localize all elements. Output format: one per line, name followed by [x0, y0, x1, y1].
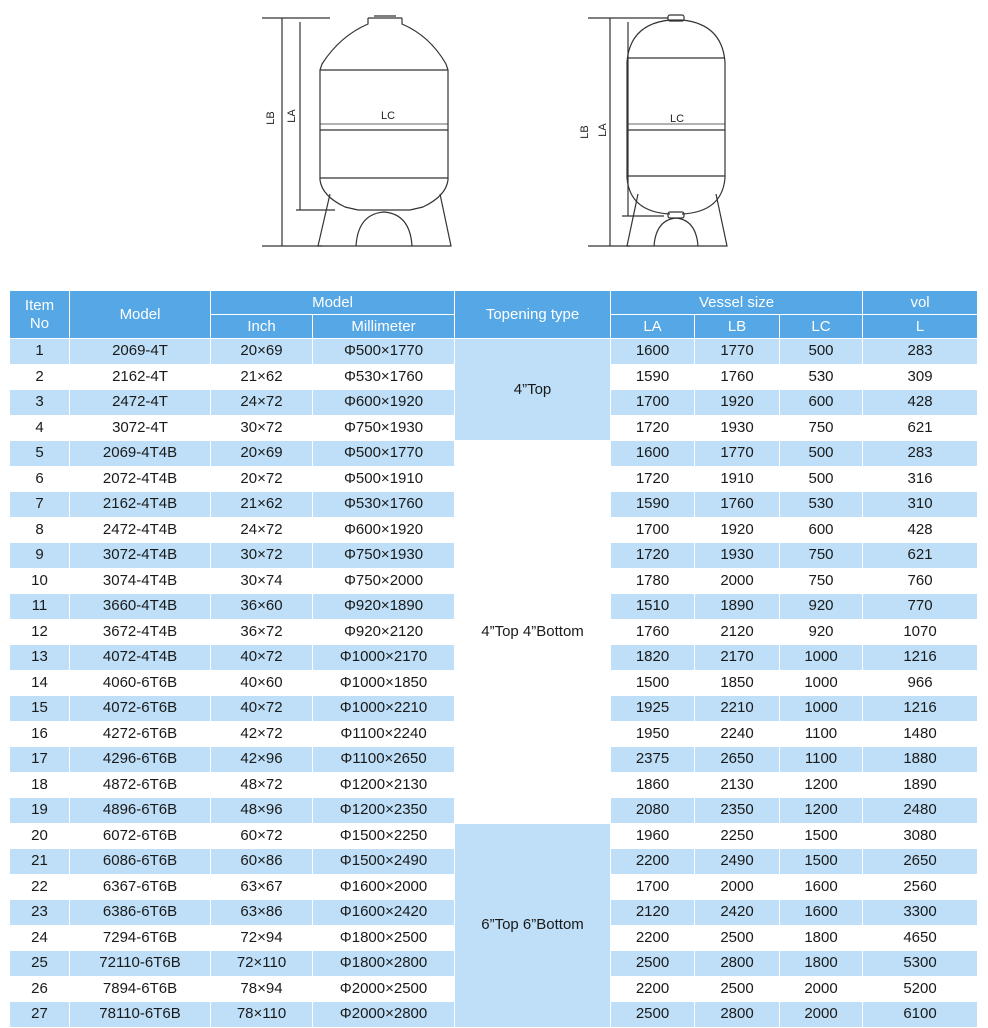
cell-no: 20 — [10, 823, 70, 849]
header-model-group: Model — [211, 291, 455, 315]
cell-model: 3672-4T4B — [70, 619, 211, 645]
cell-la: 2120 — [611, 900, 695, 926]
cell-vol: 621 — [863, 543, 978, 569]
cell-model: 72110-6T6B — [70, 951, 211, 977]
cell-inch: 30×72 — [211, 415, 313, 441]
cell-vol: 310 — [863, 492, 978, 518]
cell-no: 7 — [10, 492, 70, 518]
cell-la: 2080 — [611, 798, 695, 824]
cell-lc: 1100 — [780, 747, 863, 773]
cell-lb: 2000 — [695, 874, 780, 900]
vessel-diagrams — [0, 0, 988, 270]
cell-opening-type: 4”Top — [455, 339, 611, 441]
cell-no: 25 — [10, 951, 70, 977]
cell-inch: 20×72 — [211, 466, 313, 492]
cell-inch: 40×72 — [211, 696, 313, 722]
cell-lc: 920 — [780, 594, 863, 620]
cell-lb: 2120 — [695, 619, 780, 645]
cell-mm: Φ500×1770 — [313, 339, 455, 365]
cell-lc: 1500 — [780, 849, 863, 875]
cell-la: 1860 — [611, 772, 695, 798]
cell-mm: Φ750×2000 — [313, 568, 455, 594]
cell-model: 78110-6T6B — [70, 1002, 211, 1028]
cell-mm: Φ600×1920 — [313, 517, 455, 543]
cell-lb: 1920 — [695, 517, 780, 543]
cell-no: 10 — [10, 568, 70, 594]
left-lb-label: LB — [265, 111, 277, 125]
cell-lc: 750 — [780, 543, 863, 569]
cell-vol: 3300 — [863, 900, 978, 926]
cell-la: 1590 — [611, 364, 695, 390]
cell-lc: 2000 — [780, 1002, 863, 1028]
cell-model: 6386-6T6B — [70, 900, 211, 926]
cell-mm: Φ500×1910 — [313, 466, 455, 492]
cell-model: 2472-4T — [70, 390, 211, 416]
cell-inch: 21×62 — [211, 364, 313, 390]
cell-no: 21 — [10, 849, 70, 875]
cell-lb: 2500 — [695, 976, 780, 1002]
cell-lb: 2000 — [695, 568, 780, 594]
cell-la: 1720 — [611, 543, 695, 569]
cell-mm: Φ1100×2240 — [313, 721, 455, 747]
cell-model: 3074-4T4B — [70, 568, 211, 594]
cell-lc: 750 — [780, 415, 863, 441]
cell-no: 24 — [10, 925, 70, 951]
cell-la: 1700 — [611, 390, 695, 416]
cell-vol: 428 — [863, 517, 978, 543]
cell-vol: 1216 — [863, 645, 978, 671]
cell-model: 4872-6T6B — [70, 772, 211, 798]
cell-lb: 2210 — [695, 696, 780, 722]
table-row — [10, 441, 978, 467]
header-la: LA — [611, 315, 695, 339]
cell-lb: 2490 — [695, 849, 780, 875]
cell-no: 12 — [10, 619, 70, 645]
cell-la: 1950 — [611, 721, 695, 747]
cell-model: 2162-4T — [70, 364, 211, 390]
cell-no: 11 — [10, 594, 70, 620]
cell-mm: Φ530×1760 — [313, 364, 455, 390]
cell-model: 3660-4T4B — [70, 594, 211, 620]
header-model: Model — [70, 291, 211, 339]
cell-inch: 40×72 — [211, 645, 313, 671]
cell-lc: 600 — [780, 390, 863, 416]
cell-inch: 60×72 — [211, 823, 313, 849]
cell-inch: 72×110 — [211, 951, 313, 977]
cell-lc: 1000 — [780, 696, 863, 722]
cell-lb: 1850 — [695, 670, 780, 696]
cell-la: 1700 — [611, 517, 695, 543]
cell-mm: Φ1800×2500 — [313, 925, 455, 951]
cell-vol: 621 — [863, 415, 978, 441]
cell-vol: 1890 — [863, 772, 978, 798]
header-item-no: Item No — [10, 291, 70, 339]
cell-vol: 2650 — [863, 849, 978, 875]
cell-lc: 1100 — [780, 721, 863, 747]
cell-opening-type: 4”Top 4”Bottom — [455, 441, 611, 824]
cell-vol: 760 — [863, 568, 978, 594]
cell-lc: 500 — [780, 466, 863, 492]
cell-lc: 1600 — [780, 874, 863, 900]
table-body — [10, 339, 978, 1028]
cell-inch: 36×60 — [211, 594, 313, 620]
cell-mm: Φ750×1930 — [313, 415, 455, 441]
cell-no: 23 — [10, 900, 70, 926]
cell-mm: Φ1000×2210 — [313, 696, 455, 722]
cell-la: 2200 — [611, 925, 695, 951]
header-inch: Inch — [211, 315, 313, 339]
cell-lc: 1800 — [780, 951, 863, 977]
cell-la: 1960 — [611, 823, 695, 849]
cell-lc: 1600 — [780, 900, 863, 926]
cell-la: 2375 — [611, 747, 695, 773]
cell-la: 1925 — [611, 696, 695, 722]
cell-vol: 1880 — [863, 747, 978, 773]
cell-opening-type: 6”Top 6”Bottom — [455, 823, 611, 1027]
cell-vol: 428 — [863, 390, 978, 416]
cell-no: 27 — [10, 1002, 70, 1028]
cell-lb: 2240 — [695, 721, 780, 747]
vessel-spec-table — [9, 290, 978, 1028]
cell-no: 15 — [10, 696, 70, 722]
cell-mm: Φ1500×2490 — [313, 849, 455, 875]
cell-la: 1600 — [611, 441, 695, 467]
cell-mm: Φ530×1760 — [313, 492, 455, 518]
cell-mm: Φ1200×2350 — [313, 798, 455, 824]
cell-no: 9 — [10, 543, 70, 569]
cell-inch: 42×96 — [211, 747, 313, 773]
cell-lb: 2800 — [695, 1002, 780, 1028]
cell-la: 1590 — [611, 492, 695, 518]
cell-mm: Φ1500×2250 — [313, 823, 455, 849]
cell-inch: 78×94 — [211, 976, 313, 1002]
cell-lb: 1930 — [695, 543, 780, 569]
cell-lc: 920 — [780, 619, 863, 645]
cell-inch: 30×72 — [211, 543, 313, 569]
header-lc: LC — [780, 315, 863, 339]
cell-lb: 2250 — [695, 823, 780, 849]
cell-lc: 1800 — [780, 925, 863, 951]
cell-no: 18 — [10, 772, 70, 798]
cell-lc: 500 — [780, 441, 863, 467]
cell-inch: 60×86 — [211, 849, 313, 875]
cell-model: 2162-4T4B — [70, 492, 211, 518]
cell-inch: 36×72 — [211, 619, 313, 645]
cell-inch: 20×69 — [211, 441, 313, 467]
cell-lc: 500 — [780, 339, 863, 365]
cell-la: 1500 — [611, 670, 695, 696]
cell-vol: 1070 — [863, 619, 978, 645]
cell-la: 2200 — [611, 849, 695, 875]
header-opening-type: Topening type — [455, 291, 611, 339]
cell-la: 1510 — [611, 594, 695, 620]
cell-mm: Φ1100×2650 — [313, 747, 455, 773]
cell-model: 2069-4T — [70, 339, 211, 365]
cell-model: 2472-4T4B — [70, 517, 211, 543]
right-lb-label: LB — [579, 125, 591, 139]
cell-no: 8 — [10, 517, 70, 543]
cell-mm: Φ1600×2000 — [313, 874, 455, 900]
cell-no: 5 — [10, 441, 70, 467]
cell-mm: Φ1800×2800 — [313, 951, 455, 977]
cell-la: 1600 — [611, 339, 695, 365]
cell-vol: 5200 — [863, 976, 978, 1002]
cell-lb: 2130 — [695, 772, 780, 798]
cell-lb: 2350 — [695, 798, 780, 824]
cell-lb: 2420 — [695, 900, 780, 926]
left-lc-label: LC — [380, 110, 396, 122]
cell-lb: 2650 — [695, 747, 780, 773]
cell-inch: 30×74 — [211, 568, 313, 594]
cell-lc: 1500 — [780, 823, 863, 849]
cell-vol: 283 — [863, 441, 978, 467]
cell-vol: 309 — [863, 364, 978, 390]
cell-lb: 2800 — [695, 951, 780, 977]
header-vol: vol — [863, 291, 978, 315]
left-la-label: LA — [286, 109, 298, 123]
cell-la: 1820 — [611, 645, 695, 671]
cell-model: 2072-4T4B — [70, 466, 211, 492]
cell-lb: 1890 — [695, 594, 780, 620]
cell-vol: 3080 — [863, 823, 978, 849]
cell-vol: 6100 — [863, 1002, 978, 1028]
cell-lb: 2500 — [695, 925, 780, 951]
cell-lc: 530 — [780, 364, 863, 390]
cell-vol: 5300 — [863, 951, 978, 977]
cell-mm: Φ1600×2420 — [313, 900, 455, 926]
table-row — [10, 823, 978, 849]
cell-lb: 1760 — [695, 492, 780, 518]
cell-inch: 24×72 — [211, 517, 313, 543]
cell-la: 2500 — [611, 1002, 695, 1028]
cell-no: 16 — [10, 721, 70, 747]
table-header — [10, 291, 978, 339]
cell-model: 3072-4T4B — [70, 543, 211, 569]
cell-inch: 21×62 — [211, 492, 313, 518]
cell-lb: 1930 — [695, 415, 780, 441]
cell-la: 1780 — [611, 568, 695, 594]
cell-model: 6072-6T6B — [70, 823, 211, 849]
cell-lc: 1000 — [780, 645, 863, 671]
cell-mm: Φ1000×1850 — [313, 670, 455, 696]
header-vol-unit: L — [863, 315, 978, 339]
header-lb: LB — [695, 315, 780, 339]
cell-lb: 1920 — [695, 390, 780, 416]
cell-vol: 770 — [863, 594, 978, 620]
cell-lc: 530 — [780, 492, 863, 518]
right-lc-label: LC — [669, 113, 685, 125]
cell-model: 4060-6T6B — [70, 670, 211, 696]
cell-mm: Φ1000×2170 — [313, 645, 455, 671]
cell-lb: 2170 — [695, 645, 780, 671]
cell-inch: 48×72 — [211, 772, 313, 798]
cell-vol: 4650 — [863, 925, 978, 951]
cell-lc: 2000 — [780, 976, 863, 1002]
cell-lc: 750 — [780, 568, 863, 594]
cell-la: 1720 — [611, 466, 695, 492]
cell-model: 2069-4T4B — [70, 441, 211, 467]
cell-inch: 78×110 — [211, 1002, 313, 1028]
cell-vol: 966 — [863, 670, 978, 696]
cell-inch: 72×94 — [211, 925, 313, 951]
cell-vol: 316 — [863, 466, 978, 492]
cell-no: 17 — [10, 747, 70, 773]
cell-la: 1720 — [611, 415, 695, 441]
cell-model: 7294-6T6B — [70, 925, 211, 951]
cell-la: 2200 — [611, 976, 695, 1002]
cell-inch: 24×72 — [211, 390, 313, 416]
cell-no: 14 — [10, 670, 70, 696]
cell-no: 6 — [10, 466, 70, 492]
cell-model: 6367-6T6B — [70, 874, 211, 900]
cell-model: 4272-6T6B — [70, 721, 211, 747]
cell-model: 3072-4T — [70, 415, 211, 441]
cell-mm: Φ750×1930 — [313, 543, 455, 569]
cell-mm: Φ500×1770 — [313, 441, 455, 467]
cell-no: 2 — [10, 364, 70, 390]
cell-no: 19 — [10, 798, 70, 824]
cell-model: 7894-6T6B — [70, 976, 211, 1002]
cell-no: 3 — [10, 390, 70, 416]
cell-lb: 1910 — [695, 466, 780, 492]
cell-no: 13 — [10, 645, 70, 671]
cell-inch: 63×86 — [211, 900, 313, 926]
cell-no: 1 — [10, 339, 70, 365]
cell-vol: 2480 — [863, 798, 978, 824]
cell-lb: 1770 — [695, 441, 780, 467]
cell-vol: 1216 — [863, 696, 978, 722]
left-vessel-drawing — [262, 16, 451, 246]
cell-la: 2500 — [611, 951, 695, 977]
cell-mm: Φ920×1890 — [313, 594, 455, 620]
right-la-label: LA — [597, 123, 609, 137]
cell-inch: 48×96 — [211, 798, 313, 824]
cell-lc: 1000 — [780, 670, 863, 696]
cell-la: 1760 — [611, 619, 695, 645]
header-vessel-size: Vessel size — [611, 291, 863, 315]
vessel-diagram-svg — [0, 0, 988, 270]
cell-no: 4 — [10, 415, 70, 441]
cell-model: 4072-6T6B — [70, 696, 211, 722]
cell-inch: 20×69 — [211, 339, 313, 365]
cell-mm: Φ920×2120 — [313, 619, 455, 645]
cell-mm: Φ600×1920 — [313, 390, 455, 416]
cell-model: 4296-6T6B — [70, 747, 211, 773]
cell-vol: 2560 — [863, 874, 978, 900]
cell-lc: 1200 — [780, 798, 863, 824]
cell-no: 26 — [10, 976, 70, 1002]
cell-lb: 1760 — [695, 364, 780, 390]
cell-la: 1700 — [611, 874, 695, 900]
cell-model: 4072-4T4B — [70, 645, 211, 671]
cell-vol: 283 — [863, 339, 978, 365]
header-millimeter: Millimeter — [313, 315, 455, 339]
cell-inch: 42×72 — [211, 721, 313, 747]
cell-lb: 1770 — [695, 339, 780, 365]
cell-model: 6086-6T6B — [70, 849, 211, 875]
cell-inch: 40×60 — [211, 670, 313, 696]
cell-mm: Φ2000×2800 — [313, 1002, 455, 1028]
cell-lc: 1200 — [780, 772, 863, 798]
table-row — [10, 339, 978, 365]
cell-inch: 63×67 — [211, 874, 313, 900]
cell-vol: 1480 — [863, 721, 978, 747]
cell-mm: Φ1200×2130 — [313, 772, 455, 798]
cell-model: 4896-6T6B — [70, 798, 211, 824]
cell-no: 22 — [10, 874, 70, 900]
cell-lc: 600 — [780, 517, 863, 543]
cell-mm: Φ2000×2500 — [313, 976, 455, 1002]
